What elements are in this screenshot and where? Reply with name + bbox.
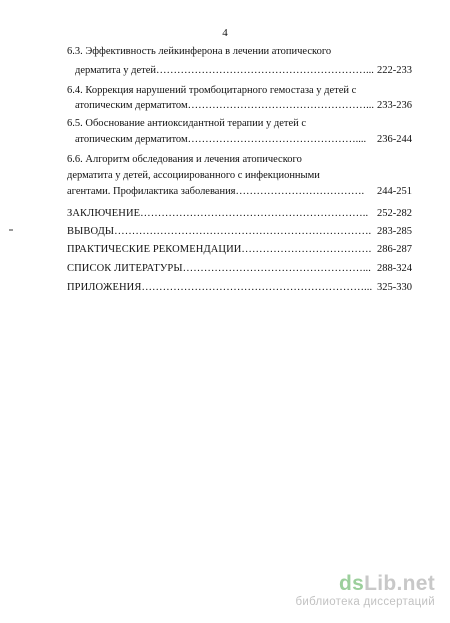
- toc-entry-appendices: ПРИЛОЖЕНИЯ………………………………………………………...: [67, 282, 373, 293]
- toc-entry-6-4-pages: 233-236: [377, 100, 412, 111]
- scan-margin-mark: [9, 229, 13, 231]
- toc-entry-findings-pages: 283-285: [377, 226, 412, 237]
- toc-entry-conclusion-pages: 252-282: [377, 208, 412, 219]
- toc-entry-6-4-line-2: атопическим дерматитом……………………………………………...: [75, 100, 374, 111]
- toc-entry-6-6-line-3: агентами. Профилактика заболевания……………………………….: [67, 186, 365, 197]
- toc-entry-6-5-line-2: атопическим дерматитом…………………………………………....: [75, 134, 367, 145]
- page-number: 4: [222, 27, 228, 39]
- toc-entry-6-6-line-2: дерматита у детей, ассоциированного с инфекционными: [67, 170, 320, 181]
- toc-entry-findings: ВЫВОДЫ……………………………………………………………….: [67, 226, 372, 237]
- toc-entry-6-5-pages: 236-244: [377, 134, 412, 145]
- watermark: [295, 573, 435, 609]
- toc-entry-appendices-pages: 325-330: [377, 282, 412, 293]
- toc-entry-references: СПИСОК ЛИТЕРАТУРЫ……………………………………………...: [67, 263, 371, 274]
- toc-entry-conclusion: ЗАКЛЮЧЕНИЕ………………………………………………………..: [67, 208, 369, 219]
- toc-entry-6-3-line-2: дерматита у детей……………………………………………………...: [75, 65, 374, 76]
- toc-entry-6-3-line-1: 6.3. Эффективность лейкинферона в лечении атопического: [67, 46, 332, 57]
- toc-entry-recommendations-pages: 286-287: [377, 244, 412, 255]
- toc-entry-6-5-line-1: 6.5. Обоснование антиоксидантной терапии у детей с: [67, 118, 307, 129]
- toc-entry-recommendations: ПРАКТИЧЕСКИЕ РЕКОМЕНДАЦИИ……………………………….: [67, 244, 372, 255]
- toc-entry-6-4-line-1: 6.4. Коррекция нарушений тромбоцитарного гемостаза у детей с: [67, 85, 357, 96]
- toc-entry-6-3-pages: 222-233: [377, 65, 412, 76]
- watermark-logo: dsLib.net: [338, 572, 435, 595]
- watermark-subtitle: библиотека диссертаций: [295, 596, 435, 608]
- toc-entry-references-pages: 288-324: [377, 263, 412, 274]
- toc-entry-6-6-line-1: 6.6. Алгоритм обследования и лечения атопического: [67, 154, 302, 165]
- toc-entry-6-6-pages: 244-251: [377, 186, 412, 197]
